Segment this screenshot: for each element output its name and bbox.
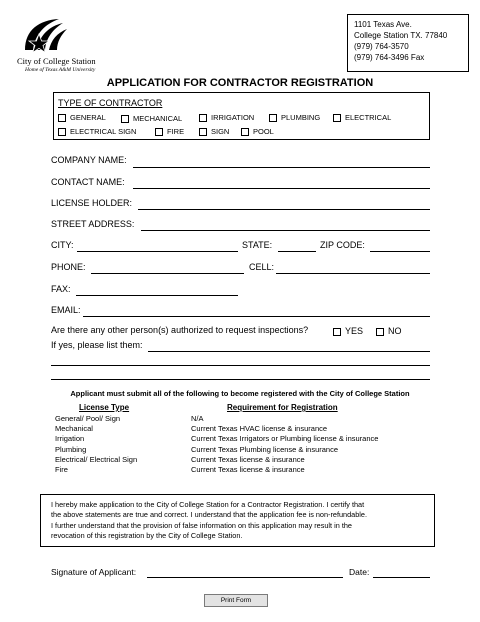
- cell-label: CELL:: [249, 262, 275, 272]
- signature-label: Signature of Applicant:: [51, 567, 137, 577]
- checkbox-fire[interactable]: FIRE: [155, 127, 184, 137]
- city-label: CITY:: [51, 240, 74, 250]
- fax-label: FAX:: [51, 284, 71, 294]
- list-prompt: If yes, please list them:: [51, 340, 143, 350]
- checkbox-sign[interactable]: SIGN: [199, 127, 229, 137]
- checkbox-irrigation[interactable]: IRRIGATION: [199, 113, 254, 123]
- company-field[interactable]: [133, 167, 430, 168]
- address-box: [347, 14, 469, 72]
- list-line-3[interactable]: [51, 379, 430, 380]
- print-form-button[interactable]: [204, 594, 268, 607]
- date-label: Date:: [349, 567, 370, 577]
- license-type-header: License Type: [79, 403, 130, 412]
- date-field[interactable]: [373, 577, 430, 578]
- certification-line-3: I further understand that the provision of false information on this application may result in the: [51, 520, 352, 530]
- email-field[interactable]: [83, 316, 430, 317]
- table-row: General/ Pool/ Sign N/A: [55, 414, 204, 423]
- certification-line-1: I hereby make application to the City of College Station for a Contractor Registration. I certify that: [51, 500, 365, 509]
- license-holder-field[interactable]: [138, 209, 430, 210]
- table-row: Fire Current Texas license & insurance: [55, 465, 305, 475]
- logo-name: City of College Station: [17, 56, 96, 66]
- requirement-header: Requirement for Registration: [227, 403, 338, 412]
- checkbox-electrical-sign[interactable]: ELECTRICAL SIGN: [58, 127, 136, 137]
- state-field[interactable]: [278, 251, 316, 252]
- checkbox-general[interactable]: GENERAL: [58, 113, 106, 123]
- license-holder-label: LICENSE HOLDER:: [51, 198, 133, 208]
- list-line-2[interactable]: [51, 365, 430, 366]
- zip-label: ZIP CODE:: [320, 240, 365, 250]
- city-field[interactable]: [77, 251, 238, 252]
- address-line-3: (979) 764-3570: [354, 42, 409, 51]
- page-title: APPLICATION FOR CONTRACTOR REGISTRATION: [106, 77, 374, 89]
- table-row: Plumbing Current Texas Plumbing license & insurance: [55, 444, 339, 454]
- cell-field[interactable]: [276, 273, 430, 274]
- city-logo: [17, 16, 117, 76]
- signature-field[interactable]: [147, 577, 343, 578]
- checkbox-yes[interactable]: YES: [333, 326, 363, 336]
- street-label: STREET ADDRESS:: [51, 219, 135, 229]
- requirements-heading: Applicant must submit all of the following to become registered with the City of College Station: [70, 389, 410, 398]
- table-row: Mechanical Current Texas HVAC license & insurance: [55, 424, 328, 434]
- requirements-table: [55, 414, 435, 475]
- certification-line-2: the above statements are true and correct. I understand that the application fee is non-refundable.: [51, 510, 367, 520]
- list-line-1[interactable]: [148, 351, 430, 352]
- table-row: Irrigation Current Texas Irrigators or Plumbing license & insurance: [55, 434, 379, 444]
- certification-line-4: revocation of this registration by the City of College Station.: [51, 530, 243, 540]
- logo-tagline: Home of Texas A&M University: [25, 67, 96, 73]
- address-line-2: College Station TX. 77840: [354, 31, 448, 40]
- checkbox-pool[interactable]: POOL: [241, 127, 274, 137]
- phone-field[interactable]: [91, 273, 244, 274]
- email-label: EMAIL:: [51, 305, 81, 315]
- address-line-1: 1101 Texas Ave.: [354, 20, 412, 29]
- checkbox-mechanical[interactable]: MECHANICAL: [121, 114, 182, 124]
- print-form-label: Print Form: [220, 597, 252, 604]
- star-swoosh-icon: [19, 16, 71, 56]
- company-label: COMPANY NAME:: [51, 155, 127, 165]
- contractor-type-heading: TYPE OF CONTRACTOR: [58, 98, 163, 108]
- checkbox-no[interactable]: NO: [376, 326, 402, 336]
- checkbox-plumbing[interactable]: PLUMBING: [269, 113, 320, 123]
- inspection-question: Are there any other person(s) authorized to request inspections?: [51, 325, 309, 335]
- phone-label: PHONE:: [51, 262, 86, 272]
- certification-box: [40, 494, 435, 547]
- address-line-4: (979) 764-3496 Fax: [354, 53, 425, 62]
- state-label: STATE:: [242, 240, 273, 250]
- fax-field[interactable]: [76, 295, 238, 296]
- zip-field[interactable]: [370, 251, 430, 252]
- table-row: Electrical/ Electrical Sign Current Texas license & insurance: [55, 454, 305, 464]
- street-field[interactable]: [141, 230, 430, 231]
- contact-field[interactable]: [133, 188, 430, 189]
- checkbox-electrical[interactable]: ELECTRICAL: [333, 113, 391, 123]
- contact-label: CONTACT NAME:: [51, 177, 125, 187]
